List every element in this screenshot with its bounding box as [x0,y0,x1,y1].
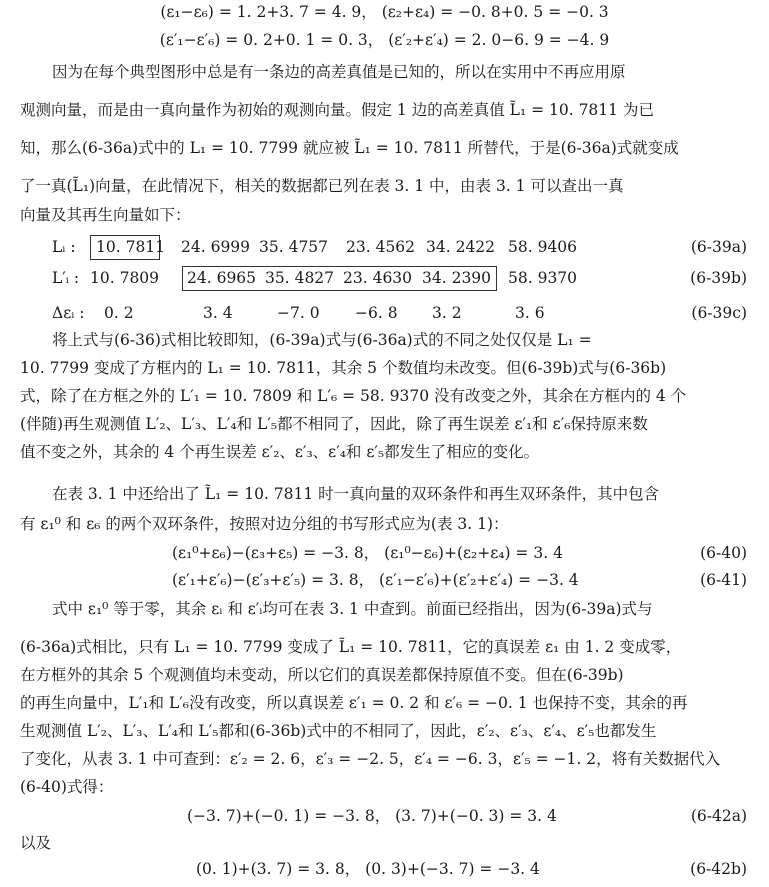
para2-line: 将上式与(6-36)式相比较即知，(6-39a)式与(6-36a)式的不同之处仅仅是 L₁ = [52,331,592,349]
equation-number: (6-39c) [691,304,747,322]
para1-line: 因为在每个典型图形中总是有一条边的高差真值是已知的，所以在实用中不再应用原 [52,63,626,81]
para2-line: 式，除了在方框之外的 L′₁ = 10. 7809 和 L′₆ = 58. 9370 没有改变之外，其余在方框内的 4 个 [20,387,687,405]
para1-line: 观测向量，而是由一真向量作为初始的观测向量。假定 1 边的高差真值 L̃₁ = 10. 7811 为已 [20,101,654,119]
vector-value: 10. 7811 [96,238,166,256]
vector-value: −7. 0 [277,304,320,322]
para4-line: 式中 ε₁⁰ 等于零，其余 εᵢ 和 ε′ᵢ均可在表 3. 1 中查到。前面已经指出，因为(6-39a)式与 [52,600,653,618]
vector-value: −6. 8 [355,304,398,322]
vector-value: 3. 4 [203,304,233,322]
vector-label-L-prime: L′ᵢ : [52,269,80,287]
para2-line: 值不变之外，其余的 4 个再生误差 ε′₂、ε′₃、ε′₄和 ε′₅都发生了相应的变化。 [20,443,540,461]
vector-value: 10. 7809 [90,269,160,287]
vector-value: 3. 6 [515,304,545,322]
para1-line: 知，那么(6-36a)式中的 L₁ = 10. 7799 就应被 L̃₁ = 10. 7811 所替代，于是(6-36a)式就变成 [20,139,679,157]
equation-6-42b: (0. 1)+(3. 7) = 3. 8， (0. 3)+(−3. 7) = −3. 4 [196,860,540,878]
equation-6-42a: (−3. 7)+(−0. 1) = −3. 8， (3. 7)+(−0. 3) = 3. 4 [187,807,557,825]
para1-line: 向量及其再生向量如下： [20,206,191,224]
equation-number: (6-39a) [690,238,747,256]
vector-value: 34. 2422 [426,238,496,256]
vector-value: 23. 4562 [346,238,416,256]
para4-line: (6-36a)式相比，只有 L₁ = 10. 7799 变成了 L̃₁ = 10. 7811，它的真误差 ε₁ 由 1. 2 变成零， [20,638,682,656]
equation-6-41: (ε′₁+ε′₆)−(ε′₃+ε′₅) = 3. 8， (ε′₁−ε′₆)+(ε′₂+ε′₄) = −3. 4 [172,571,579,589]
vector-value: 24. 6965 [187,269,257,287]
vector-value: 0. 2 [104,304,134,322]
para2-line: 10. 7799 变成了方框内的 L₁ = 10. 7811，其余 5 个数值均未改变。但(6-39b)式与(6-36b) [20,359,667,377]
para3-line: 在表 3. 1 中还给出了 L̃₁ = 10. 7811 时一真向量的双环条件和再生双环条件，其中包含 [52,485,660,503]
yiji-text: 以及 [20,834,52,852]
para4-line: (6-40)式得： [20,778,114,796]
para3-line: 有 ε₁⁰ 和 ε₆ 的两个双环条件，按照对边分组的书写形式应为(表 3. 1)： [20,515,509,533]
vector-value: 35. 4757 [259,238,329,256]
vector-value: 23. 4630 [343,269,413,287]
para4-line: 了变化，从表 3. 1 中可查到：ε′₂ = 2. 6，ε′₃ = −2. 5，ε′₄ = −6. 3，ε′₅ = −1. 2，将有关数据代入 [20,750,721,768]
vector-label-L: Lᵢ : [52,238,76,256]
para4-line: 在方框外的其余 5 个观测值均未变动，所以它们的真误差都保持原值不变。但在(6-39b) [20,666,624,684]
equation-number: (6-40) [700,544,747,562]
top-equation-2: (ε′₁−ε′₆) = 0. 2+0. 1 = 0. 3， (ε′₂+ε′₄) = 2. 0−6. 9 = −4. 9 [159,31,610,49]
vector-value: 35. 4827 [265,269,335,287]
vector-label-delta: Δεᵢ : [52,304,85,322]
equation-number: (6-41) [700,571,747,589]
para1-line: 了一真(L̃₁)向量，在此情况下，相关的数据都已列在表 3. 1 中，由表 3. 1 可以查出一真 [20,177,624,195]
top-equation-1: (ε₁−ε₆) = 1. 2+3. 7 = 4. 9， (ε₂+ε₄) = −0. 8+0. 5 = −0. 3 [160,3,609,21]
vector-value: 3. 2 [432,304,462,322]
vector-value: 58. 9406 [508,238,578,256]
vector-value: 58. 9370 [508,269,578,287]
equation-number: (6-42b) [690,860,747,878]
para2-line: (伴随)再生观测值 L′₂、L′₃、L′₄和 L′₅都不相同了，因此，除了再生误差 ε′₁和 ε′₆保持原来数 [20,415,648,433]
equation-number: (6-39b) [690,269,747,287]
vector-value: 24. 6999 [181,238,251,256]
vector-value: 34. 2390 [422,269,492,287]
equation-number: (6-42a) [690,807,747,825]
para4-line: 的再生向量中，L′₁和 L′₆没有改变，所以真误差 ε′₁ = 0. 2 和 ε′₆ = −0. 1 也保持不变，其余的再 [20,694,688,712]
para4-line: 生观测值 L′₂、L′₃、L′₄和 L′₅都和(6-36b)式中的不相同了，因此，ε′₂、ε′₃、ε′₄、ε′₅也都发生 [20,722,657,740]
equation-6-40: (ε₁⁰+ε₆)−(ε₃+ε₅) = −3. 8， (ε₁⁰−ε₆)+(ε₂+ε₄) = 3. 4 [172,544,563,562]
